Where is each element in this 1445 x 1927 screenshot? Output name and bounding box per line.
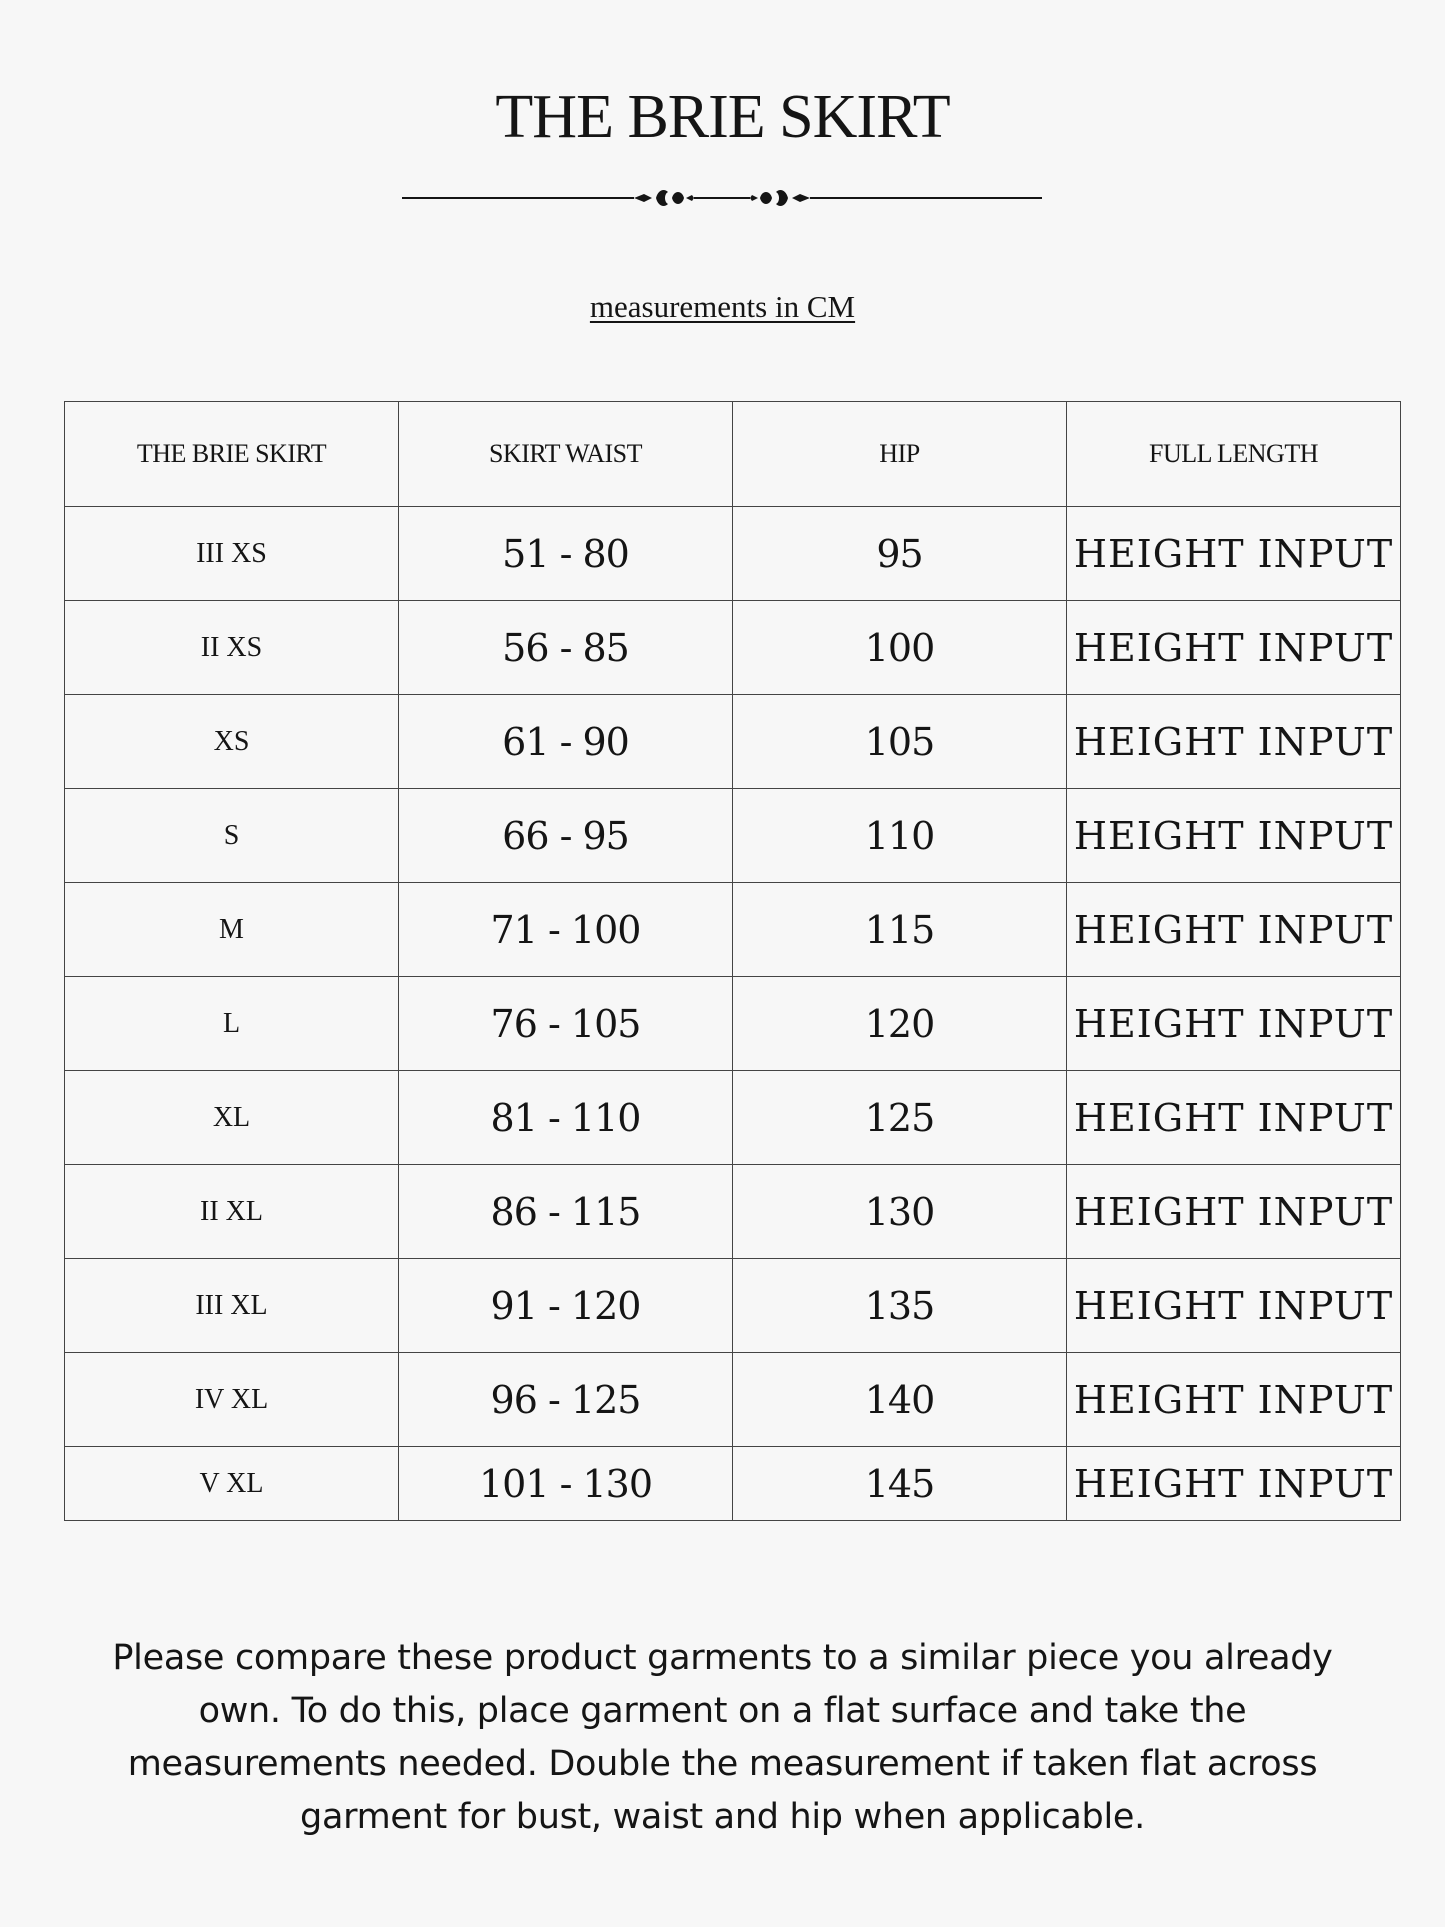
length-cell: HEIGHT INPUT: [1067, 883, 1401, 977]
header-size: THE BRIE SKIRT: [65, 402, 399, 507]
length-cell: HEIGHT INPUT: [1067, 601, 1401, 695]
header-full-length: FULL LENGTH: [1067, 402, 1401, 507]
hip-cell: 140: [733, 1353, 1067, 1447]
table-header-row: [65, 402, 1401, 507]
size-cell: II XS: [65, 601, 399, 695]
length-cell: HEIGHT INPUT: [1067, 1259, 1401, 1353]
length-cell: HEIGHT INPUT: [1067, 789, 1401, 883]
hip-cell: 100: [733, 601, 1067, 695]
header-hip: HIP: [733, 402, 1067, 507]
size-cell: III XL: [65, 1259, 399, 1353]
table-row: [65, 977, 1401, 1071]
hip-cell: 120: [733, 977, 1067, 1071]
units-subtitle: measurements in CM: [589, 289, 856, 324]
ornamental-divider: [402, 182, 1042, 214]
size-cell: XS: [65, 695, 399, 789]
waist-cell: 91 - 120: [399, 1259, 733, 1353]
waist-cell: 66 - 95: [399, 789, 733, 883]
table-row: [65, 1071, 1401, 1165]
size-cell: S: [65, 789, 399, 883]
waist-cell: 96 - 125: [399, 1353, 733, 1447]
hip-cell: 135: [733, 1259, 1067, 1353]
waist-cell: 51 - 80: [399, 507, 733, 601]
length-cell: HEIGHT INPUT: [1067, 1165, 1401, 1259]
table-row: [65, 1353, 1401, 1447]
size-cell: IV XL: [65, 1353, 399, 1447]
size-chart-table: [64, 401, 1401, 1521]
table-row: [65, 789, 1401, 883]
length-cell: HEIGHT INPUT: [1067, 507, 1401, 601]
size-cell: III XS: [65, 507, 399, 601]
table-row: [65, 1259, 1401, 1353]
size-cell: V XL: [65, 1447, 399, 1521]
table-row: [65, 601, 1401, 695]
waist-cell: 71 - 100: [399, 883, 733, 977]
waist-cell: 56 - 85: [399, 601, 733, 695]
hip-cell: 145: [733, 1447, 1067, 1521]
hip-cell: 95: [733, 507, 1067, 601]
table-row: [65, 507, 1401, 601]
waist-cell: 61 - 90: [399, 695, 733, 789]
hip-cell: 115: [733, 883, 1067, 977]
waist-cell: 101 - 130: [399, 1447, 733, 1521]
waist-cell: 81 - 110: [399, 1071, 733, 1165]
length-cell: HEIGHT INPUT: [1067, 1353, 1401, 1447]
size-cell: II XL: [65, 1165, 399, 1259]
size-cell: L: [65, 977, 399, 1071]
waist-cell: 76 - 105: [399, 977, 733, 1071]
header-skirt-waist: SKIRT WAIST: [399, 402, 733, 507]
length-cell: HEIGHT INPUT: [1067, 1447, 1401, 1521]
waist-cell: 86 - 115: [399, 1165, 733, 1259]
size-cell: M: [65, 883, 399, 977]
table-row: [65, 695, 1401, 789]
table-row: [65, 883, 1401, 977]
hip-cell: 125: [733, 1071, 1067, 1165]
page-title: THE BRIE SKIRT: [495, 83, 950, 151]
table-row: [65, 1165, 1401, 1259]
table-row: [65, 1447, 1401, 1521]
size-cell: XL: [65, 1071, 399, 1165]
length-cell: HEIGHT INPUT: [1067, 1071, 1401, 1165]
hip-cell: 105: [733, 695, 1067, 789]
hip-cell: 130: [733, 1165, 1067, 1259]
length-cell: HEIGHT INPUT: [1067, 695, 1401, 789]
hip-cell: 110: [733, 789, 1067, 883]
measurement-instructions: Please compare these product garments to a similar piece you already own. To do this, place garment on a flat surface and take the measurements needed. Double the measurement if taken flat across garment for bust, waist and hip when applicable.: [112, 1638, 1333, 1837]
length-cell: HEIGHT INPUT: [1067, 977, 1401, 1071]
